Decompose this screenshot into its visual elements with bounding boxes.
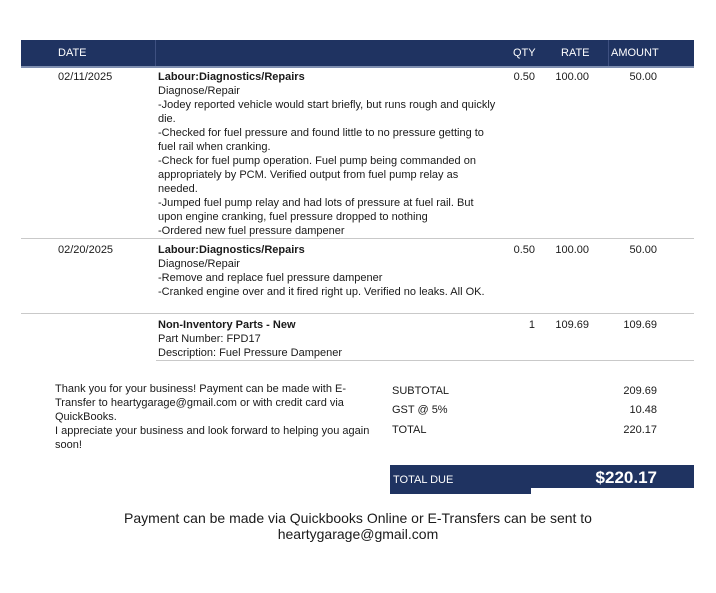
gst-label: GST @ 5%: [392, 404, 448, 416]
thank-you-text: Thank you for your business! Payment can be made with E-Transfer to heartygarage@gmail.com or with credit card via QuickBooks.: [55, 383, 347, 423]
row-rate: 100.00: [555, 244, 589, 256]
row-amount: 109.69: [623, 319, 657, 331]
payment-footer: Payment can be made via Quickbooks Online or E-Transfers can be sent to heartygarage@gmail.com: [124, 510, 592, 542]
row-rate: 100.00: [555, 71, 589, 83]
table-row: [21, 314, 694, 360]
row-description: [158, 243, 498, 299]
row-rate: 109.69: [555, 319, 589, 331]
thank-you-note: [55, 382, 375, 452]
header-divider: [608, 40, 609, 66]
row-line: -Remove and replace fuel pressure dampener: [158, 272, 383, 284]
row-line: Diagnose/Repair: [158, 85, 240, 97]
col-rate: RATE: [561, 47, 590, 59]
total-due-value: $220.17: [595, 468, 657, 487]
row-qty: 0.50: [513, 71, 535, 83]
total-due-bar: [390, 465, 694, 494]
row-qty: 1: [528, 319, 535, 331]
row-divider: [156, 360, 694, 361]
subtotal-label: SUBTOTAL: [392, 385, 450, 397]
row-line: Diagnose/Repair: [158, 258, 240, 270]
total-due-label: TOTAL DUE: [393, 474, 454, 486]
row-description: [158, 318, 498, 360]
row-line: -Checked for fuel pressure and found little to no pressure getting to fuel rail when cranking.: [158, 127, 484, 153]
row-line: -Check for fuel pump operation. Fuel pump being commanded on appropriately by PCM. Verified output from fuel pump relay as needed.: [158, 155, 476, 195]
row-line: Part Number: FPD17: [158, 333, 261, 345]
row-date: 02/20/2025: [58, 244, 114, 256]
total-value: 220.17: [623, 424, 657, 436]
col-qty: QTY: [513, 47, 536, 59]
row-title: Non-Inventory Parts - New: [158, 319, 296, 331]
gst-value: 10.48: [629, 404, 657, 416]
row-qty: 0.50: [513, 244, 535, 256]
subtotal-value: 209.69: [623, 385, 657, 397]
col-date: DATE: [58, 47, 87, 59]
row-line: -Jodey reported vehicle would start briefly, but runs rough and quickly die.: [158, 99, 496, 125]
row-line: Description: Fuel Pressure Dampener: [158, 347, 343, 359]
row-title: Labour:Diagnostics/Repairs: [158, 71, 305, 83]
row-amount: 50.00: [629, 71, 657, 83]
row-title: Labour:Diagnostics/Repairs: [158, 244, 305, 256]
row-line: -Cranked engine over and it fired right up. Verified no leaks. All OK.: [158, 286, 485, 298]
table-row: [21, 66, 694, 238]
total-label: TOTAL: [392, 424, 427, 436]
row-description: [158, 70, 498, 238]
col-amount: AMOUNT: [611, 47, 659, 59]
row-date: 02/11/2025: [58, 71, 113, 83]
thank-you-text-2: I appreciate your business and look forward to helping you again soon!: [55, 425, 370, 451]
row-amount: 50.00: [629, 244, 657, 256]
total-due-notch: [531, 488, 694, 494]
table-header: [21, 40, 694, 68]
table-row: [21, 239, 694, 313]
row-line: -Jumped fuel pump relay and had lots of pressure at fuel rail. But upon engine cranking, fuel pressure dropped to nothing: [158, 197, 474, 223]
header-divider: [155, 40, 156, 66]
row-line: -Ordered new fuel pressure dampener: [158, 225, 345, 237]
